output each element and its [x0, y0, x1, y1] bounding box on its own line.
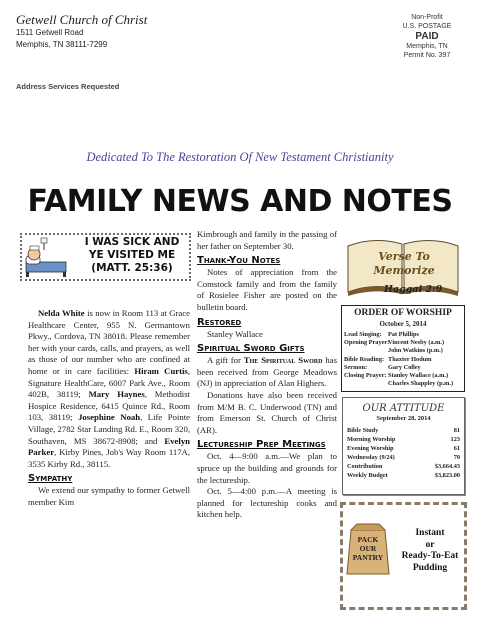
sick-box-title	[74, 236, 190, 275]
verse-reference: Haggai 2:9	[384, 284, 443, 295]
worship-value: Pat Phillips	[388, 331, 419, 338]
donations-text: Donations have also been received from M/M B. C. Underwood (TN) and from Emerson St. Church of Christ (AR).	[197, 389, 337, 435]
sick-title-line3: (MATT. 25:36)	[91, 262, 173, 274]
attendance-date: September 28, 2014	[376, 415, 431, 422]
thank-you-heading: Thank-You Notes	[197, 255, 281, 267]
attendance-title: OUR ATTITUDE	[362, 403, 445, 414]
page-title: FAMILY NEWS AND NOTES	[27, 184, 453, 219]
paragraph-text: , Kirby Pines, Job's Way Room 117A, 3535 Kirby Rd., 38115.	[28, 447, 190, 469]
attendance-value: $3,823.00	[434, 472, 460, 479]
dedication-line: Dedicated To The Restoration Of New Testament Christianity	[86, 150, 394, 164]
attendance-label: Wednesday (9/24)	[347, 454, 395, 461]
paragraph-text: is now in Room 113 at Grace Healthcare Center, 955 N. Germantown Pkwy., Cordova, TN 38018. Please remember her with your cards, calls, and prayers, as well as those of our number who are confined at home or in care facilities:	[28, 308, 190, 376]
worship-value: Vincent Nesby (a.m.)	[388, 339, 445, 346]
spiritual-sword-text	[197, 355, 337, 390]
pantry-bag-label	[345, 535, 391, 562]
church-address-line1: 1511 Getwell Road	[16, 28, 84, 37]
address-services-requested: Address Services Requested	[16, 82, 120, 91]
restored-heading: Restored	[197, 316, 242, 328]
member-name: Hiram Curtis	[134, 365, 188, 376]
lectureship-heading: Lectureship Prep Meetings	[197, 439, 326, 451]
order-of-worship-title: ORDER OF WORSHIP	[354, 308, 452, 318]
paragraph-text: , Life Pointe Village, 2782 Star Landing Rd. E., Room 320, Southaven, MS 38672-8908; and	[28, 412, 190, 446]
verse-title-line1: Verse To	[378, 250, 430, 263]
worship-label: Lead Singing:	[344, 331, 382, 338]
news-column	[197, 229, 337, 521]
postage-paid: PAID	[415, 31, 439, 42]
paragraph-text: , Signature HealthCare, 6007 Park Ave., Room 402B, 38119;	[28, 365, 190, 400]
sympathy-heading: Sympathy	[28, 473, 73, 485]
lectureship-text-1: Oct. 4—9:00 a.m.—We plan to spruce up the building and grounds for the lectureship.	[197, 451, 337, 485]
pantry-bag-line2: OUR	[359, 544, 377, 553]
pantry-text-line2: or	[425, 539, 435, 550]
pantry-bag-line1: PACK	[357, 535, 379, 544]
paragraph-text: A gift for	[207, 355, 244, 366]
worship-value: Stanley Wallace (a.m.)	[388, 372, 449, 379]
attendance-label: Bible Study	[347, 427, 379, 434]
member-name: Nelda White	[38, 308, 85, 318]
postage-line2: U.S. POSTAGE	[402, 23, 452, 30]
sick-person-icon	[24, 236, 68, 278]
pantry-bag-line3: PANTRY	[352, 553, 384, 562]
worship-label: Bible Reading:	[344, 356, 385, 363]
postage-line4: Permit No. 397	[403, 52, 451, 59]
sick-title-line1: I WAS SICK AND	[84, 236, 180, 248]
attendance-label: Evening Worship	[347, 445, 394, 452]
paragraph-text: has been received from George Meadows (NJ) in appreciation of Alan Highers.	[197, 355, 337, 389]
worship-value: John Watkins (p.m.)	[388, 347, 443, 354]
thank-you-text: Notes of appreciation from the Comstock family and from the family of Rosielee Fisher are posted on the bulletin board.	[197, 267, 337, 312]
attendance-value: $3,664.43	[434, 463, 460, 470]
sick-list-paragraph	[28, 308, 190, 470]
attendance-value: 81	[453, 427, 460, 434]
order-of-worship-date: October 5, 2014	[379, 320, 427, 328]
paragraph-text: , Methodist Hospice Residence, 6415 Quince Rd., Room 103, 38119;	[28, 389, 191, 423]
postage-indicia	[392, 13, 462, 60]
attendance-label: Weekly Budget	[347, 472, 388, 479]
worship-label: Opening Prayer:	[344, 339, 390, 346]
worship-label: Closing Prayer:	[344, 372, 387, 379]
church-name: Getwell Church of Christ	[16, 12, 148, 27]
attendance-value: 123	[450, 436, 460, 443]
pantry-request-text	[397, 528, 463, 574]
sympathy-text: We extend our sympathy to former Getwell member Kim	[28, 485, 190, 507]
attendance-value: 61	[453, 445, 460, 452]
member-name: Mary Haynes	[88, 389, 145, 400]
worship-label: Sermon:	[344, 364, 368, 371]
postage-line1: Non-Profit	[411, 14, 443, 21]
spiritual-sword-heading: Spiritual Sword Gifts	[197, 343, 305, 355]
lectureship-text-2: Oct. 5—4:00 p.m.—A meeting is planned for lectureship cooks and kitchen help.	[197, 486, 337, 520]
church-address-line2: Memphis, TN 38111-7299	[16, 40, 108, 49]
postage-line3: Memphis, TN	[406, 43, 448, 50]
restored-text: Stanley Wallace	[207, 328, 263, 339]
worship-value: Charles Shappley (p.m.)	[388, 380, 454, 387]
attendance-label: Contribution	[347, 463, 383, 470]
member-name: Evelyn Parker	[28, 435, 190, 458]
attendance-value: 70	[453, 454, 460, 461]
pantry-text-line4: Pudding	[412, 562, 448, 573]
sympathy-continued: Kimbrough and family in the passing of her father on September 30.	[197, 229, 337, 251]
worship-value: Gary Colley	[388, 364, 421, 371]
attendance-label: Morning Worship	[347, 436, 396, 443]
pantry-text-line3: Ready-To-Eat	[401, 551, 459, 561]
publication-title: The Spiritual Sword	[243, 355, 323, 366]
verse-title-line2: Memorize	[373, 264, 435, 277]
worship-value: Thaxter Hodum	[388, 356, 432, 363]
sick-list-column	[28, 308, 190, 509]
pantry-text-line1: Instant	[415, 528, 445, 538]
member-name: Josephine Noah	[78, 412, 141, 423]
sick-title-line2: YE VISITED ME	[88, 249, 176, 261]
